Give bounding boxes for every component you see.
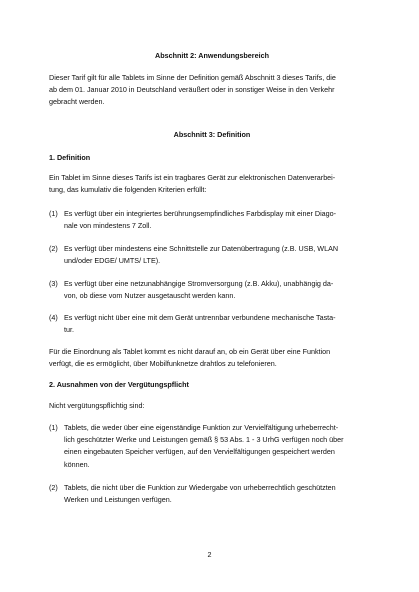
classification-note bbox=[49, 346, 375, 370]
page-number: 2 bbox=[207, 550, 212, 559]
paragraph-line: gebracht werden. bbox=[49, 97, 105, 107]
item-line: tur. bbox=[64, 325, 74, 335]
subheading-exceptions: 2. Ausnahmen von der Vergütungspflicht bbox=[49, 380, 189, 389]
paragraph-line: Ein Tablet im Sinne dieses Tarifs ist ein tragbares Gerät zur elektronischen Datenverarbei- bbox=[49, 173, 336, 182]
item-number: (2) bbox=[49, 483, 58, 492]
paragraph-line: ab dem 01. Januar 2010 in Deutschland veräußert oder in sonstiger Weise in den Verkehr bbox=[49, 85, 335, 95]
item-line: nale von mindestens 7 Zoll. bbox=[64, 221, 152, 231]
section-2-heading: Abschnitt 2: Anwendungsbereich bbox=[155, 51, 269, 60]
exceptions-intro: Nicht vergütungspflichtig sind: bbox=[49, 401, 145, 410]
item-line: Werken und Leistungen verfügen. bbox=[64, 495, 172, 505]
item-number: (4) bbox=[49, 313, 58, 322]
paragraph-line: Für die Einordnung als Tablet kommt es nicht darauf an, ob ein Gerät über eine Funktion bbox=[49, 347, 331, 356]
definition-intro bbox=[49, 172, 375, 196]
item-line: lich geschützter Werke und Leistungen gemäß § 53 Abs. 1 - 3 UrhG verfügen noch über bbox=[64, 435, 344, 445]
item-line: Es verfügt nicht über eine mit dem Gerät untrennbar verbundene mechanische Tasta- bbox=[64, 313, 336, 322]
item-line: können. bbox=[64, 459, 90, 469]
paragraph-line: tung, das kumulativ die folgenden Kriterien erfüllt: bbox=[49, 185, 207, 195]
item-line: Tablets, die nicht über die Funktion zur Wiedergabe von urheberrechtlich geschützten bbox=[64, 483, 336, 492]
paragraph-line: Dieser Tarif gilt für alle Tablets im Sinne der Definition gemäß Abschnitt 3 dieses Tarifs, die bbox=[49, 73, 336, 82]
item-line: Es verfügt über ein integriertes berührungsempfindliches Farbdisplay mit einer Diago- bbox=[64, 209, 337, 218]
item-line: und/oder EDGE/ UMTS/ LTE). bbox=[64, 256, 161, 266]
item-line: Es verfügt über eine netzunabhängige Stromversorgung (z.B. Akku), unabhängig da- bbox=[64, 279, 334, 288]
section-2-paragraph bbox=[49, 72, 375, 109]
item-line: Es verfügt über mindestens eine Schnittstelle zur Datenübertragung (z.B. USB, WLAN bbox=[64, 244, 339, 253]
section-3-heading: Abschnitt 3: Definition bbox=[173, 130, 251, 139]
item-line: einen eingebauten Speicher verfügen, auf den Vervielfältigungen gespeichert werden bbox=[64, 447, 335, 457]
subheading-definition: 1. Definition bbox=[49, 153, 91, 162]
item-line: Tablets, die weder über eine eigenständige Funktion zur Vervielfältigung urheberrecht- bbox=[64, 423, 339, 432]
item-number: (1) bbox=[49, 209, 58, 218]
paragraph-line: verfügt, die es ermöglicht, über Mobilfunknetze drahtlos zu telefonieren. bbox=[49, 359, 277, 369]
item-number: (1) bbox=[49, 423, 58, 432]
item-number: (3) bbox=[49, 279, 58, 288]
item-number: (2) bbox=[49, 244, 58, 253]
item-line: von, ob diese vom Nutzer ausgetauscht werden kann. bbox=[64, 291, 236, 301]
